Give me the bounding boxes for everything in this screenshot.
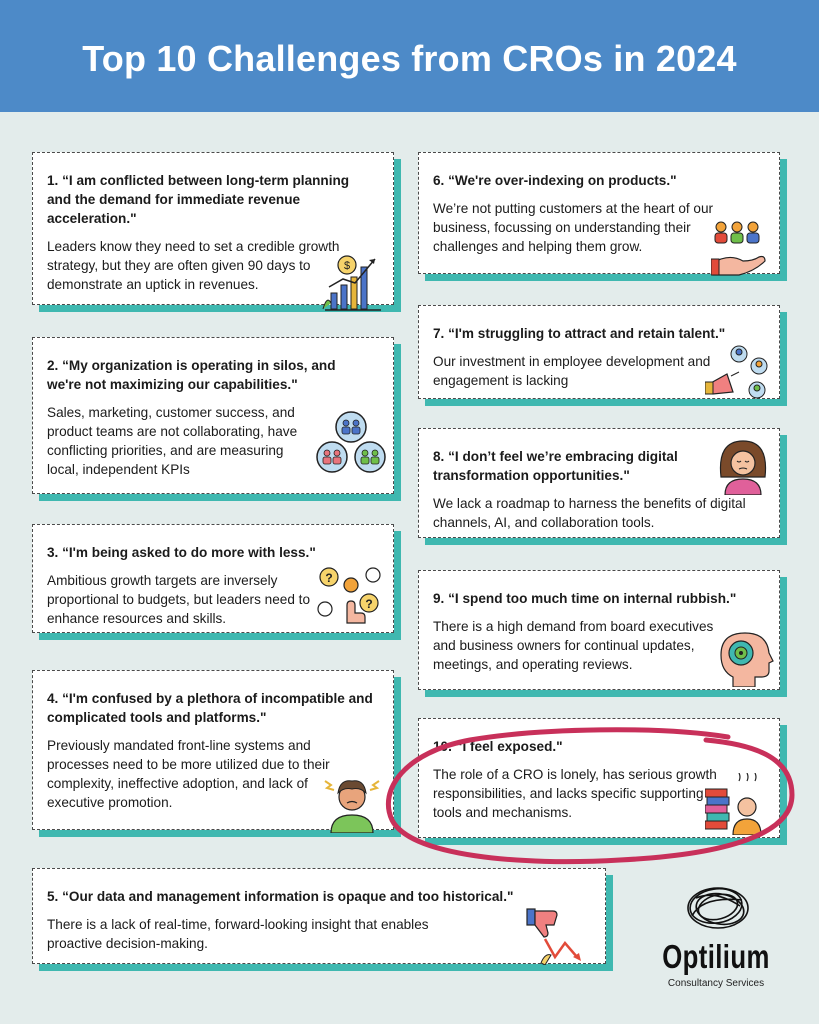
title-banner (0, 0, 819, 112)
challenge-card-7 (418, 305, 780, 399)
challenge-card-3 (32, 524, 394, 633)
challenge-heading: 8. “I don’t feel we’re embracing digital transformation opportunities." (433, 449, 678, 483)
challenge-body: Ambitious growth targets are inversely proportional to budgets, but leaders need to enhance resources and skills. (47, 573, 311, 626)
frustrated-person-icon (323, 771, 381, 833)
challenge-heading: 1. “I am conflicted between long-term planning and the demand for immediate revenue acceleration." (47, 173, 350, 226)
challenge-card-1 (32, 152, 394, 305)
challenge-body: Sales, marketing, customer success, and product teams are not collaborating, have conflicting priorities, and are measuring local, independent KPIs (47, 405, 298, 477)
svg-text:?: ? (325, 571, 333, 585)
optilium-logo (646, 878, 786, 998)
hand-people-icon (711, 219, 773, 277)
challenge-card-5 (32, 868, 606, 964)
svg-text:?: ? (365, 597, 373, 611)
challenge-body: Our investment in employee development and engagement is lacking (433, 354, 711, 388)
challenge-card-6 (418, 152, 780, 274)
thumbs-down-chart-icon (523, 905, 585, 965)
challenge-heading: 2. “My organization is operating in silos, and we're not maximizing our capabilities." (47, 358, 336, 392)
challenge-card-9 (418, 570, 780, 690)
challenge-body: There is a lack of real-time, forward-looking insight that enables proactive decision-making. (47, 917, 429, 951)
team-groups-icon (315, 410, 387, 476)
challenge-body: There is a high demand from board executives and business owners for continual updates, meetings, and operating reviews. (433, 619, 714, 672)
questions-hand-icon (317, 563, 383, 625)
challenge-body: Previously mandated front-line systems and processes need to be more utilized due to their complexity, ineffective adoption, and lack of executive promotion. (47, 738, 330, 810)
challenge-body: We lack a roadmap to harness the benefits of digital channels, AI, and collaboration tools. (433, 496, 746, 530)
challenge-body: Leaders know they need to set a credible growth strategy, but they are often given 90 days to demonstrate an uptick in revenues. (47, 239, 340, 292)
page-title: Top 10 Challenges from CROs in 2024 (82, 38, 737, 79)
challenge-body: We’re not putting customers at the heart of our business, focussing on understanding their challenges and helping them grow. (433, 201, 714, 254)
challenge-card-2 (32, 337, 394, 494)
challenge-heading: 6. “We're over-indexing on products." (433, 173, 677, 188)
megaphone-recruit-icon (705, 344, 769, 404)
growth-chart-icon (321, 253, 385, 313)
logo-tagline: Consultancy Services (667, 978, 765, 989)
challenge-heading: 10. “I feel exposed." (433, 739, 563, 754)
svg-text:$: $ (343, 260, 351, 272)
challenge-heading: 9. “I spend too much time on internal rubbish." (433, 591, 737, 606)
challenge-heading: 5. “Our data and management information is opaque and too historical." (47, 889, 514, 904)
challenge-body: The role of a CRO is lonely, has serious growth responsibilities, and lacks specific supporting tools and mechanisms. (433, 767, 717, 820)
challenge-card-10 (418, 718, 780, 838)
challenge-heading: 4. “I'm confused by a plethora of incompatible and complicated tools and platforms." (47, 691, 373, 725)
head-gears-icon (717, 629, 775, 687)
sad-woman-icon (715, 437, 771, 495)
scribble-logo-icon (678, 878, 758, 936)
stressed-books-icon (705, 773, 763, 835)
challenge-heading: 7. “I'm struggling to attract and retain talent." (433, 326, 726, 341)
logo-brand: Optilium (662, 938, 770, 975)
challenge-heading: 3. “I'm being asked to do more with less." (47, 545, 316, 560)
challenge-card-4 (32, 670, 394, 830)
challenge-card-8 (418, 428, 780, 538)
